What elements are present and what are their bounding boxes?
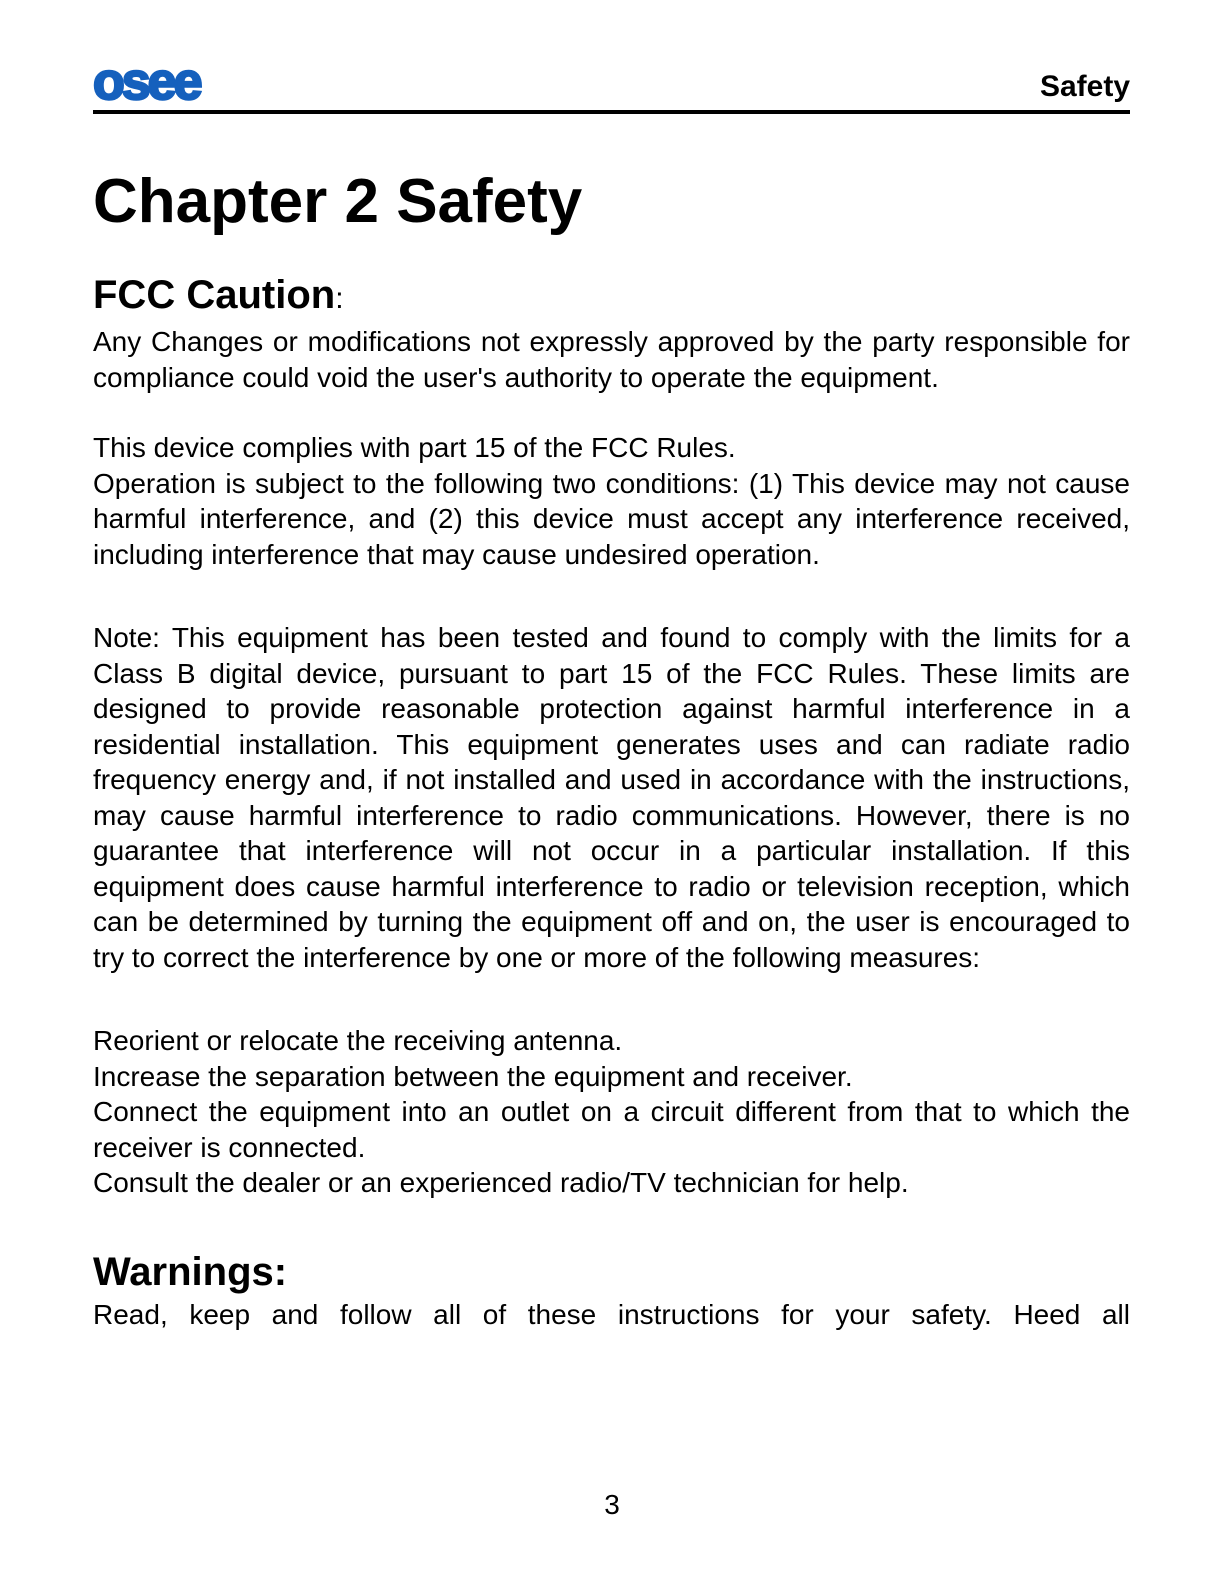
- fcc-caution-heading-text: FCC Caution: [93, 273, 336, 317]
- fcc-measure-line: Increase the separation between the equipment and receiver.: [93, 1060, 853, 1092]
- page-number: 3: [604, 1489, 620, 1520]
- header-section-label: Safety: [1039, 70, 1130, 103]
- fcc-para-modifications: Any Changes or modifications not expressly approved by the party responsible for compliance could void the user's authority to operate the equipment.: [93, 326, 1130, 393]
- fcc-measure-line: Consult the dealer or an experienced radio/TV technician for help.: [93, 1167, 909, 1198]
- fcc-measure-line: Connect the equipment into an outlet on a circuit different from that to which the receiver is connected.: [93, 1096, 1130, 1163]
- fcc-para-conditions: Operation is subject to the following two conditions: (1) This device may not cause harmful interference, and (2) this device must accept any interference received, including interference that may cause undesired operation.: [93, 467, 1130, 570]
- warnings-heading: Warnings:: [93, 1249, 288, 1294]
- osee-logo: osee: [93, 53, 200, 111]
- warnings-para-read: Read, keep and follow all of these instructions for your safety. Heed all: [93, 1298, 1130, 1330]
- fcc-line-compliance: This device complies with part 15 of the FCC Rules.: [93, 432, 736, 463]
- fcc-para-note: Note: This equipment has been tested and found to comply with the limits for a Class B digital device, pursuant to part 15 of the FCC Rules. These limits are designed to provide reasonable protection against harmful interference in a residential installation. This equipment generates uses and can radiate radio frequency energy and, if not installed and used in accordance with the instructions, may cause harmful interference to radio communications. However, there is no guarantee that interference will not occur in a particular installation. If this equipment does cause harmful interference to radio or television reception, which can be determined by turning the equipment off and on, the user is encouraged to try to correct the interference by one or more of the following measures:: [93, 622, 1130, 973]
- page-header: [93, 0, 1130, 114]
- chapter-title: Chapter 2 Safety: [93, 167, 583, 236]
- fcc-caution-heading-colon: :: [335, 282, 344, 315]
- fcc-measures-list: [93, 1023, 1130, 1201]
- fcc-caution-heading: [93, 270, 1130, 324]
- fcc-measure-line: Reorient or relocate the receiving antenna.: [93, 1025, 623, 1056]
